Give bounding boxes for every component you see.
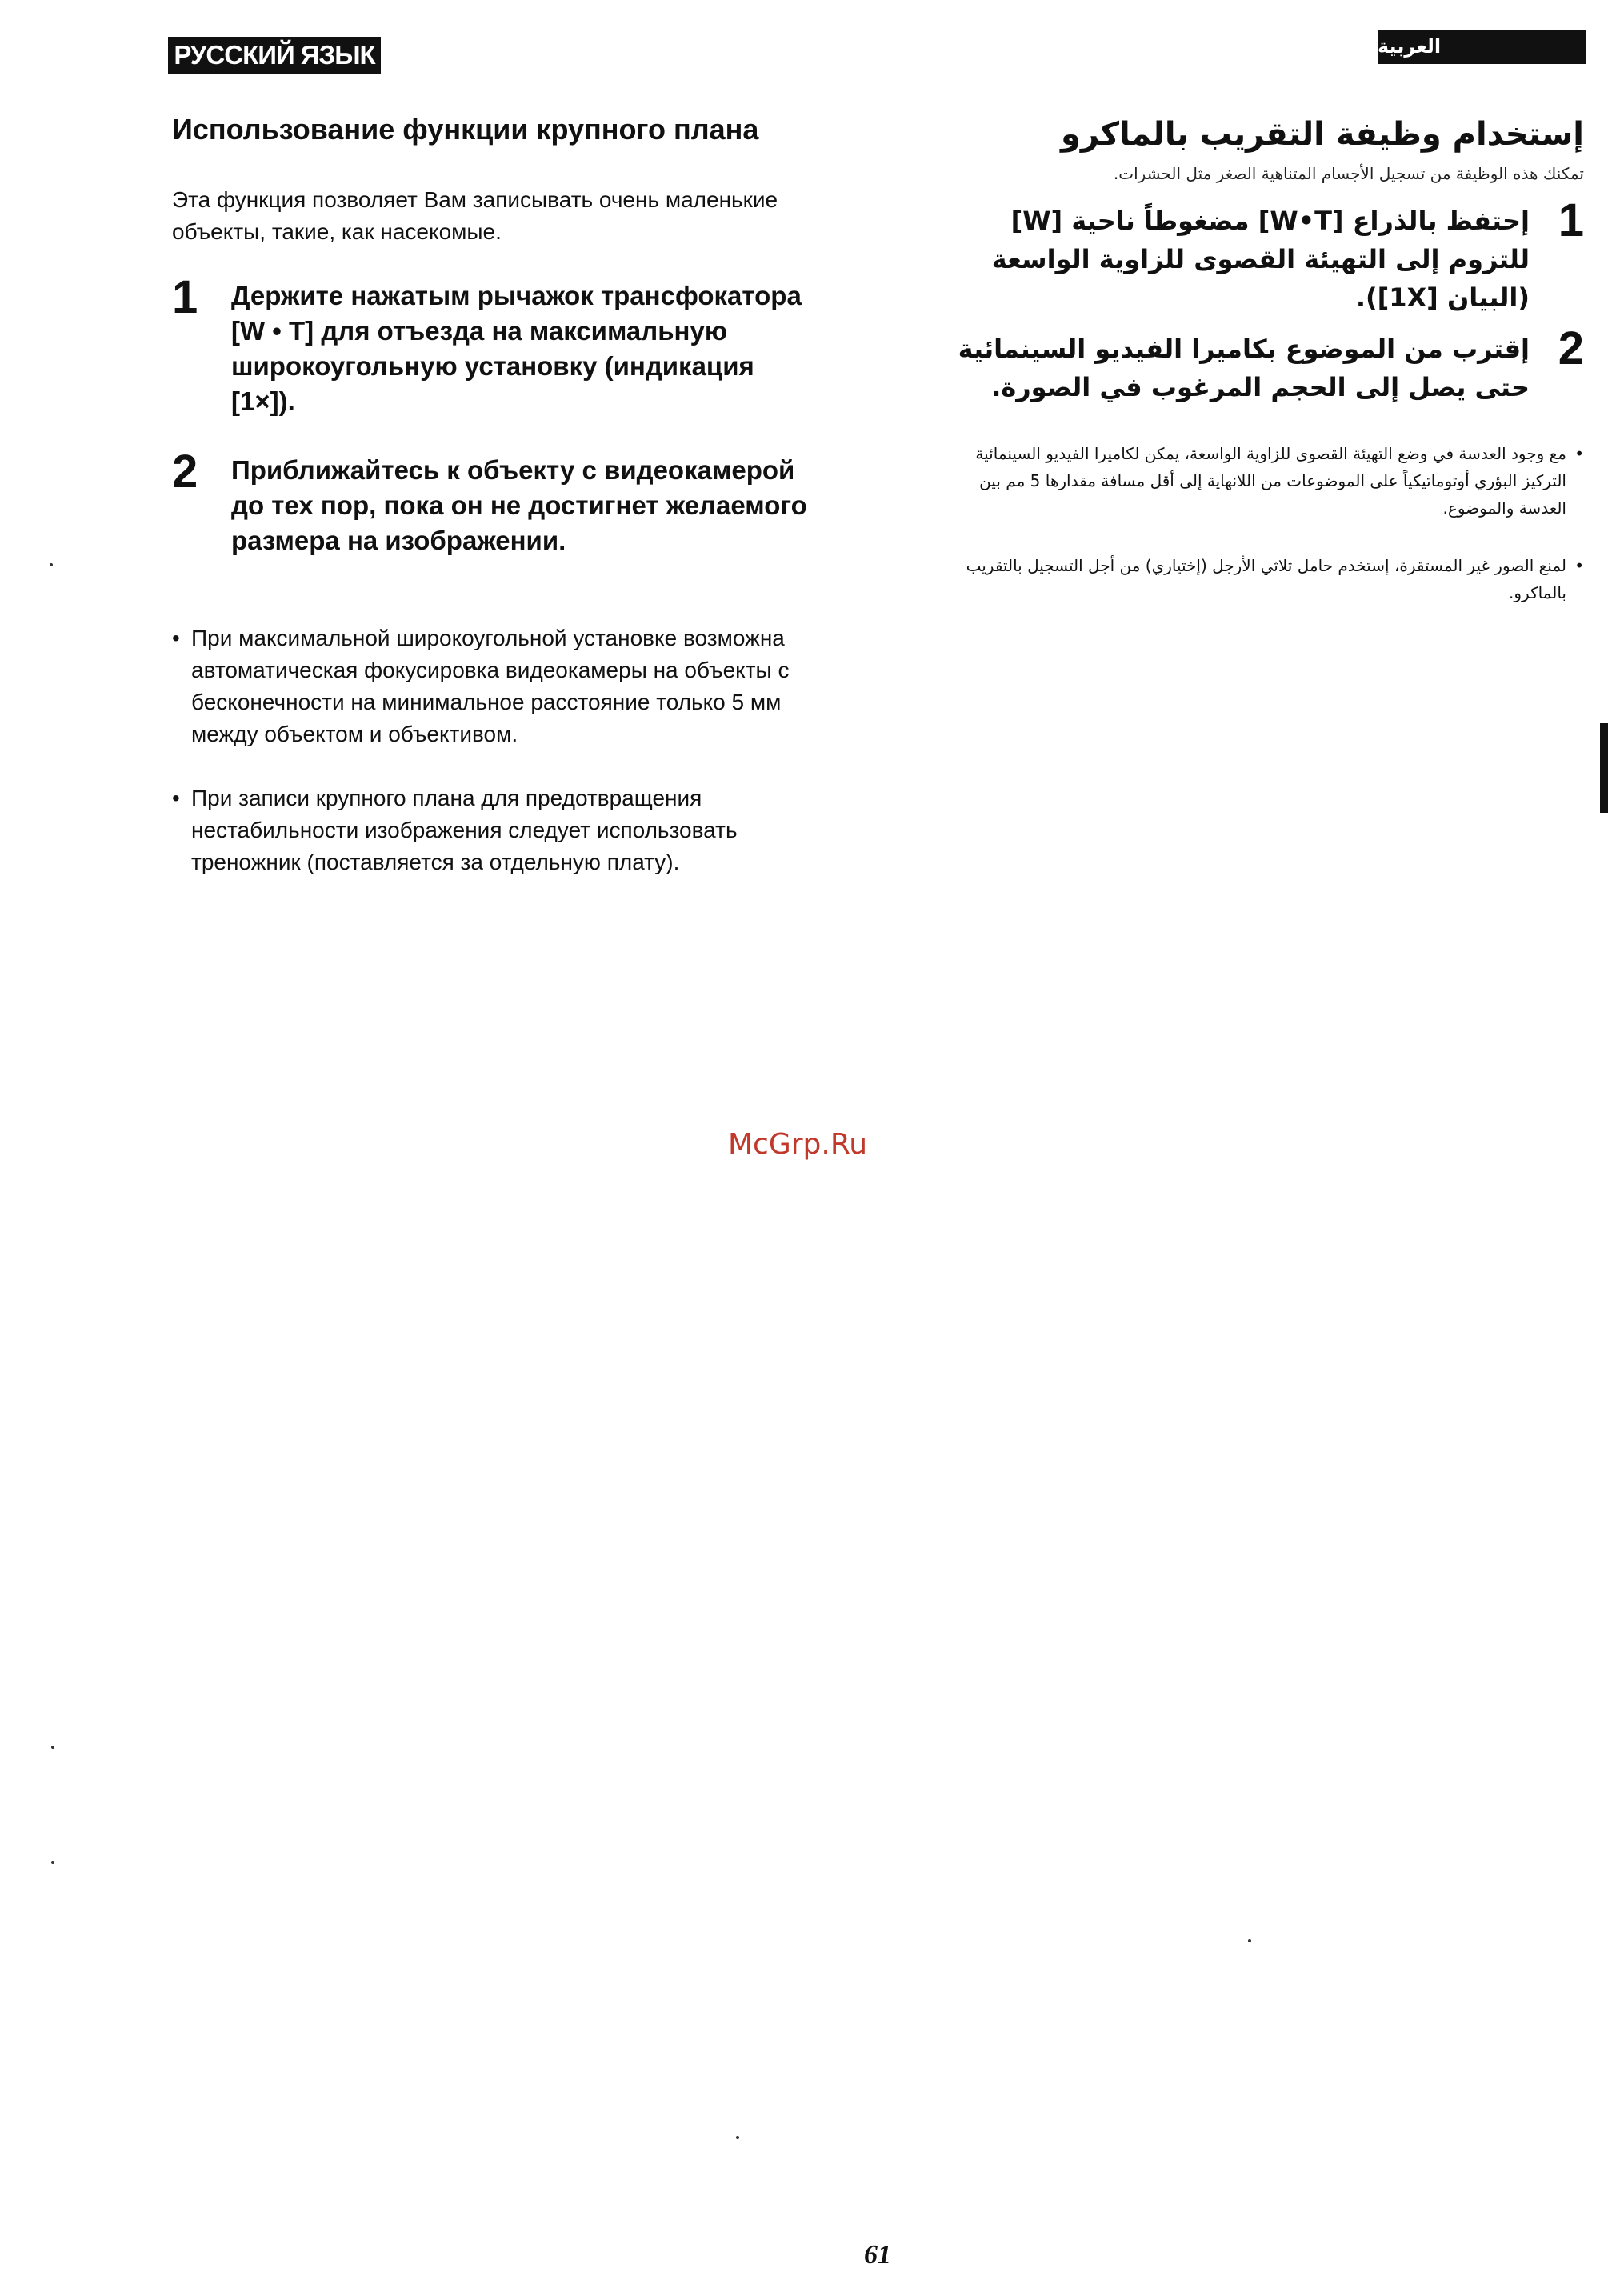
note-1-arabic xyxy=(952,440,1584,522)
note-text: لمنع الصور غير المستقرة، إستخدم حامل ثلاثي الأرجل (إختياري) من أجل التسجيل بالتقريب بالماكرو. xyxy=(966,556,1566,602)
section-title-russian: Использование функции крупного плана xyxy=(172,113,759,146)
note-2-arabic xyxy=(952,552,1584,606)
note-text: При максимальной широкоугольной установке возможна автоматическая фокусировка видеокамеры на объекты с бесконечности на минимальное расстояние только 5 мм между объектом и объективом. xyxy=(191,626,790,746)
intro-text-arabic: تمكنك هذه الوظيفة من تسجيل الأجسام المتناهية الصغر مثل الحشرات. xyxy=(1113,164,1584,183)
step-number: 2 xyxy=(172,446,198,498)
intro-text-russian: Эта функция позволяет Вам записывать очень маленькие объекты, такие, как насекомые. xyxy=(172,187,778,244)
step-text: Держите нажатым рычажок трансфокатора [W • T] для отъезда на максимальную широкоугольную установку (индикация [1×]). xyxy=(231,281,802,416)
scan-speck xyxy=(51,1861,54,1864)
note-text: مع وجود العدسة في وضع التهيئة القصوى للزاوية الواسعة، يمكن لكاميرا الفيديو السينمائية التركيز البؤري أوتوماتيكياً على الموضوعات من اللانهاية إلى أقل مسافة مقدارها 5 مم بين العدسة والموضوع. xyxy=(975,444,1566,518)
scan-speck xyxy=(736,2136,739,2139)
page-number: 61 xyxy=(864,2240,891,2270)
note-text: При записи крупного плана для предотвращения нестабильности изображения следует использовать треножник (поставляется за отдельную плату). xyxy=(191,786,738,874)
step-number: 1 xyxy=(1558,194,1584,246)
note-2-russian xyxy=(172,782,812,878)
watermark: McGrp.Ru xyxy=(728,1128,868,1161)
bullet-icon: • xyxy=(172,626,180,650)
scan-speck xyxy=(1248,1939,1251,1942)
language-badge-russian: РУССКИЙ ЯЗЫК xyxy=(168,37,381,74)
scan-speck xyxy=(51,1746,54,1749)
step-number: 2 xyxy=(1558,322,1584,374)
section-title-arabic: إستخدام وظيفة التقريب بالماكرو xyxy=(1060,116,1584,153)
scan-speck xyxy=(50,563,53,566)
step-number: 1 xyxy=(172,271,198,323)
edge-tab-marker xyxy=(1600,723,1608,813)
bullet-icon: • xyxy=(1574,556,1584,575)
language-badge-arabic: العربية xyxy=(1378,30,1586,64)
bullet-icon: • xyxy=(1574,444,1584,463)
note-1-russian xyxy=(172,622,812,750)
step-text: إحتفظ بالذراع [W•T] مضغوطاً ناحية [W] للتزوم إلى التهيئة القصوى للزاوية الواسعة (البيان [1X]). xyxy=(991,206,1530,313)
step-text: إقترب من الموضوع بكاميرا الفيديو السينمائية حتى يصل إلى الحجم المرغوب في الصورة. xyxy=(958,334,1530,402)
bullet-icon: • xyxy=(172,786,180,810)
step-text: Приближайтесь к объекту с видеокамерой до тех пор, пока он не достигнет желаемого размера на изображении. xyxy=(231,455,807,555)
